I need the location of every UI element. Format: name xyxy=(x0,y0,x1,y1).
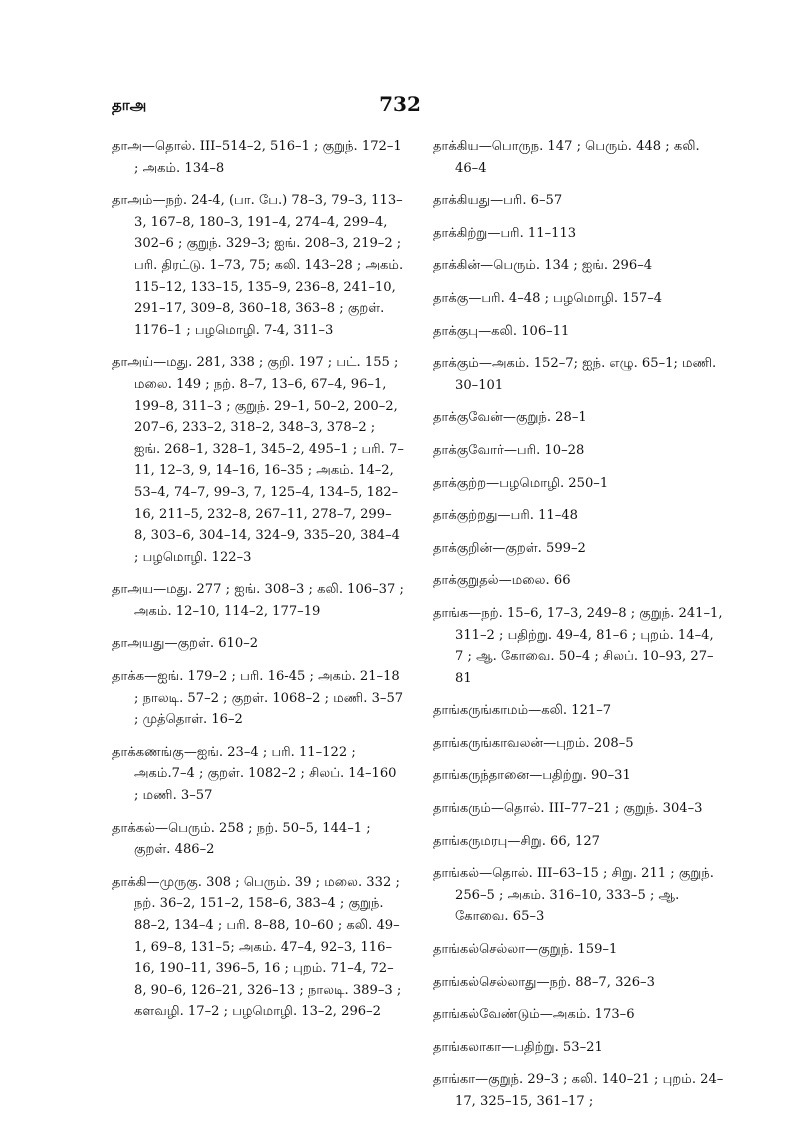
entry-references: பெரும். 258 ; நற். 50–5, 144–1 ; குறள். 486–2 xyxy=(134,820,371,858)
index-entry xyxy=(433,136,725,179)
entry-headword: தாக்கணங்கு xyxy=(112,744,184,760)
entry-headword: தாக்கி xyxy=(112,874,147,890)
entry-dash: — xyxy=(153,582,167,598)
entry-headword: தாங்கல்வேண்டும் xyxy=(433,1007,540,1023)
entry-references: கலி. 121–7 xyxy=(541,703,612,719)
entry-references: தொல். III–77–21 ; குறுந். 304–3 xyxy=(503,801,703,817)
entry-dash: — xyxy=(468,605,482,621)
entry-headword: தாங்கா xyxy=(433,1072,476,1088)
left-column xyxy=(112,136,404,1034)
index-entry xyxy=(112,666,404,731)
entry-references: குறுந். 28–1 xyxy=(515,410,587,426)
entry-dash: — xyxy=(490,801,504,817)
index-entry xyxy=(433,798,725,820)
entry-headword: தாக்கிய xyxy=(433,139,479,154)
entry-headword: தாக்கியது xyxy=(433,193,491,209)
entry-references: ஐங். 23–4 ; பரி. 11–122 ; அகம்.7–4 ; குறள். 1082–2 ; சிலப். 14–160 ; மணி. 3–57 xyxy=(134,744,397,804)
entry-references: பழமொழி. 250–1 xyxy=(499,475,609,491)
index-entry xyxy=(433,733,725,755)
entry-dash: — xyxy=(490,193,504,209)
index-entry xyxy=(112,190,404,341)
entry-dash: — xyxy=(478,323,492,339)
index-entry xyxy=(433,255,725,277)
entry-references: தொல். III–63–15 ; சிறு. 211 ; குறுந். 256–5 ; அகம். 316–10, 333–5 ; ஆ. கோவை. 65–3 xyxy=(455,866,714,925)
entry-dash: — xyxy=(507,833,521,849)
entry-references: பொருந. 147 ; பெரும். 448 ; கலி. 46–4 xyxy=(455,139,700,176)
index-entry xyxy=(433,570,725,592)
index-entry xyxy=(112,633,404,655)
entry-references: பரி. 4–48 ; பழமொழி. 157–4 xyxy=(481,290,663,306)
entry-dash: — xyxy=(501,1039,515,1055)
entry-headword: தாக்கிற்று xyxy=(433,225,488,241)
index-entry xyxy=(433,505,725,527)
right-column xyxy=(433,136,725,1124)
entry-headword: தாங்க xyxy=(433,605,469,621)
entry-references: கலி. 106–11 xyxy=(491,323,570,339)
index-entry xyxy=(433,831,725,853)
entry-references: பரி. 11–113 xyxy=(500,225,577,241)
entry-references: குறுந். 29–3 ; கலி. 140–21 ; புறம். 24–17, 325–15, 361–17 ; xyxy=(455,1072,724,1109)
entry-references: குறுந். 159–1 xyxy=(538,942,618,958)
entry-dash: — xyxy=(478,356,492,372)
entry-headword: தாக்குபு xyxy=(433,323,479,339)
entry-references: நற். 88–7, 326–3 xyxy=(549,974,655,990)
entry-dash: — xyxy=(478,139,492,154)
entry-headword: தாஅம் xyxy=(112,193,153,209)
entry-references: குறள். 610–2 xyxy=(177,636,259,652)
page-number: 732 xyxy=(379,92,421,116)
index-entry xyxy=(433,1069,725,1112)
index-entry xyxy=(433,603,725,689)
entry-references: பரி. 11–48 xyxy=(510,508,578,524)
entry-references: ஐங். 179–2 ; பரி. 16-45 ; அகம். 21–18 ; நாலடி. 57–2 ; குறள். 1068–2 ; மணி. 3–57 ; முத்தொள். 16–2 xyxy=(134,669,404,728)
entry-dash: — xyxy=(543,735,557,751)
index-entry xyxy=(112,872,404,1023)
entry-headword: தாக்குவேன் xyxy=(433,410,503,426)
entry-references: மலை. 66 xyxy=(511,573,571,589)
index-entry xyxy=(433,407,725,429)
index-entry xyxy=(112,742,404,807)
page-header xyxy=(0,92,800,122)
entry-headword: தாக்க xyxy=(112,669,145,685)
index-entry xyxy=(433,223,725,245)
entry-headword: தாங்கருந்தானை xyxy=(433,768,530,784)
entry-headword: தாக்கின் xyxy=(433,258,481,274)
entry-headword: தாக்கல் xyxy=(112,820,155,836)
entry-references: பரி. 6–57 xyxy=(503,193,563,209)
index-entry xyxy=(433,863,725,928)
entry-headword: தாங்கருங்காமம் xyxy=(433,703,529,719)
entry-headword: தாக்கும் xyxy=(433,356,479,372)
entry-references: குறள். 599–2 xyxy=(505,540,586,556)
entry-headword: தாஅய xyxy=(112,582,154,598)
entry-references: அகம். 152–7; ஐந். எழு. 65–1; மணி. 30–101 xyxy=(455,356,717,393)
index-entry xyxy=(112,136,404,179)
entry-headword: தாங்கலாகா xyxy=(433,1039,502,1055)
index-entry xyxy=(433,190,725,212)
entry-headword: தாங்கருங்காவலன் xyxy=(433,735,544,751)
entry-dash: — xyxy=(536,974,550,990)
index-entry xyxy=(433,1004,725,1026)
entry-headword: தாக்குவோர் xyxy=(433,442,504,458)
index-entry xyxy=(433,700,725,722)
index-entry xyxy=(112,352,404,568)
entry-references: அகம். 173–6 xyxy=(552,1007,635,1023)
index-entry xyxy=(433,939,725,961)
entry-dash: — xyxy=(183,744,197,760)
running-head: தாஅ xyxy=(112,96,147,114)
entry-dash: — xyxy=(528,703,542,719)
entry-references: புறம். 208–5 xyxy=(556,735,634,751)
index-entry xyxy=(112,579,404,622)
entry-references: சிறு. 66, 127 xyxy=(520,833,601,849)
index-entry xyxy=(433,321,725,343)
entry-references: பதிற்று. 90–31 xyxy=(542,768,631,784)
entry-dash: — xyxy=(468,290,482,306)
entry-dash: — xyxy=(480,258,494,274)
entry-references: தொல். III–514–2, 516–1 ; குறுந். 172–1 ; அகம். 134–8 xyxy=(134,139,402,176)
entry-references: பெரும். 134 ; ஐங். 296–4 xyxy=(493,258,653,274)
index-entry xyxy=(433,440,725,462)
entry-dash: — xyxy=(144,669,158,685)
entry-headword: தாங்கல்செல்லாது xyxy=(433,974,537,990)
entry-dash: — xyxy=(475,1072,489,1088)
entry-dash: — xyxy=(164,636,178,652)
index-entry xyxy=(433,972,725,994)
entry-dash: — xyxy=(479,866,493,882)
entry-dash: — xyxy=(539,1007,553,1023)
index-entry xyxy=(433,538,725,560)
entry-headword: தாஅயது xyxy=(112,636,165,652)
entry-references: பரி. 10–28 xyxy=(516,442,585,458)
entry-headword: தாங்கல்செல்லா xyxy=(433,942,526,958)
index-entry xyxy=(433,473,725,495)
entry-dash: — xyxy=(525,942,539,958)
entry-headword: தாங்கல் xyxy=(433,866,480,882)
entry-dash: — xyxy=(498,573,512,589)
entry-dash: — xyxy=(502,410,516,426)
entry-references: முருகு. 308 ; பெரும். 39 ; மலை. 332 ; நற். 36–2, 151–2, 158–6, 383–4 ; குறுந். 88–2, 134–4 ; பரி. 8–88, 10–60 ; கலி. 49–1, 69–8, 131–5; அகம். 47–4, 92–3, 116–16, 190–11, 396–5, 16 ; புறம். 71–4, 72–8, 90–6, 126–21, 326–13 ; நாலடி. 389–3 ; களவழி. 17–2 ; பழமொழி. 13–2, 296–2 xyxy=(134,874,402,1020)
entry-references: மது. 281, 338 ; குறி. 197 ; பட். 155 ; மலை. 149 ; நற். 8–7, 13–6, 67–4, 96–1, 199–8, 311–3 ; குறுந். 29–1, 50–2, 200–2, 207–6, 233–2, 318–2, 348–3, 378–2 ; ஐங். 268–1, 328–1, 345–2, 495–1 ; பரி. 7–11, 12–3, 9, 14–16, 16–35 ; அகம். 14–2, 53–4, 74–7, 99–3, 7, 125–4, 134–5, 182–16, 211–5, 232–8, 267–11, 278–7, 299–8, 303–6, 304–14, 324–9, 335–20, 384–4 ; பழமொழி. 122–3 xyxy=(134,355,404,565)
entry-references: நற். 24-4, (பா. பே.) 78–3, 79–3, 113–3, 167–8, 180–3, 191–4, 274–4, 299–4, 302–6 ; குறுந். 329–3; ஐங். 208–3, 219–2 ; பரி. திரட்டு. 1–73, 75; கலி. 143–28 ; அகம். 115–12, 133–15, 135–9, 236–8, 241–10, 291–17, 309–8, 360–18, 363–8 ; குறள். 1176–1 ; பழமொழி. 7-4, 311–3 xyxy=(134,193,404,338)
entry-headword: தாங்கருமரபு xyxy=(433,833,508,849)
entry-dash: — xyxy=(497,508,511,524)
entry-references: பதிற்று. 53–21 xyxy=(514,1039,603,1055)
entry-dash: — xyxy=(486,475,500,491)
entry-headword: தாஅ xyxy=(112,139,142,154)
index-entry xyxy=(433,353,725,396)
entry-dash: — xyxy=(503,442,517,458)
entry-dash: — xyxy=(529,768,543,784)
index-entry xyxy=(433,765,725,787)
entry-dash: — xyxy=(155,820,169,836)
entry-dash: — xyxy=(141,139,156,154)
entry-headword: தாக்கு xyxy=(433,290,469,306)
index-entry xyxy=(433,288,725,310)
entry-dash: — xyxy=(153,355,167,371)
entry-headword: தாஅய் xyxy=(112,355,154,371)
entry-dash: — xyxy=(152,193,166,209)
entry-references: நற். 15–6, 17–3, 249–8 ; குறுந். 241–1, 311–2 ; பதிற்று. 49–4, 81–6 ; புறம். 14–4, 7 ; ஆ. கோவை. 50–4 ; சிலப். 10–93, 27–81 xyxy=(455,605,723,686)
index-entry xyxy=(433,1037,725,1059)
entry-headword: தாக்குற்ற xyxy=(433,475,487,491)
entry-dash: — xyxy=(146,874,160,890)
entry-headword: தாக்குறுதல் xyxy=(433,573,499,589)
entry-dash: — xyxy=(487,225,501,241)
entry-headword: தாக்குற்றது xyxy=(433,508,498,524)
entry-dash: — xyxy=(492,540,506,556)
index-entry xyxy=(112,818,404,861)
entry-headword: தாக்குறின் xyxy=(433,540,493,556)
entry-references: மது. 277 ; ஐங். 308–3 ; கலி. 106–37 ; அகம். 12–10, 114–2, 177–19 xyxy=(134,582,404,619)
entry-headword: தாங்கரும் xyxy=(433,801,491,817)
